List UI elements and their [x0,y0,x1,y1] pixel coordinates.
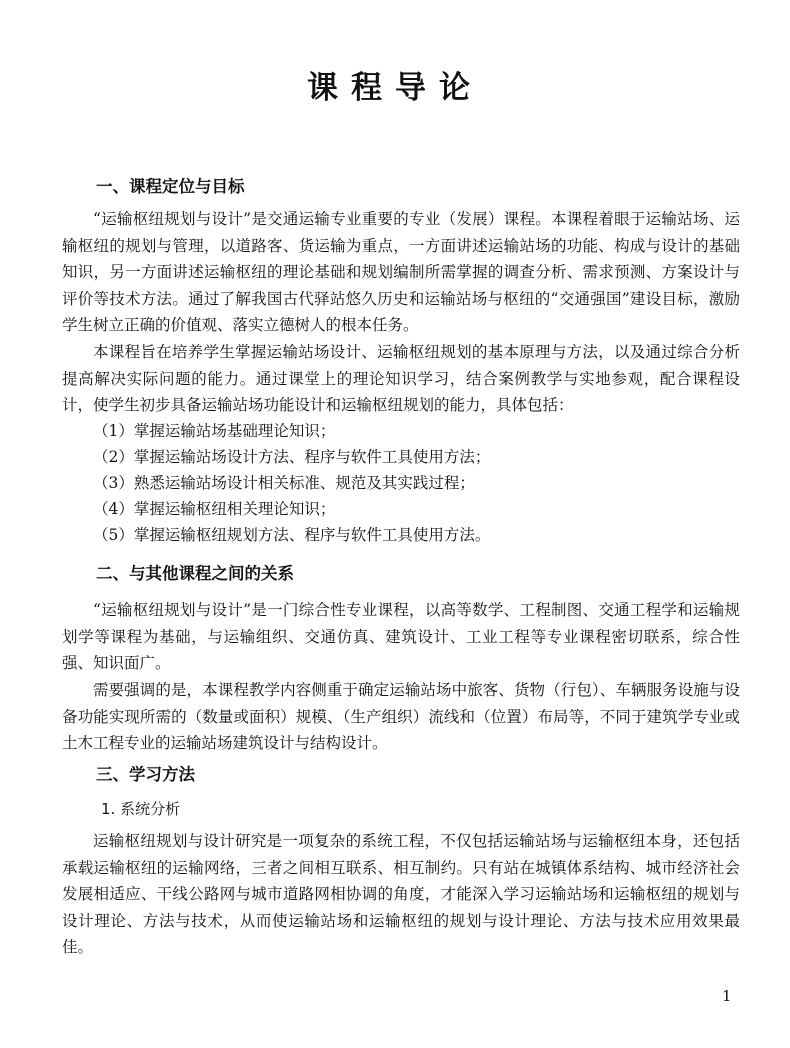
section-1-paragraph-1: “运输枢纽规划与设计”是交通运输专业重要的专业（发展）课程。本课程着眼于运输站场、运输枢纽的规划与管理，以道路客、货运输为重点，一方面讲述运输站场的功能、构成与设计的基础知识，另一方面讲述运输枢纽的理论基础和规划编制所需掌握的调查分析、需求预测、方案设计与评价等技术方法。通过了解我国古代驿站悠久历史和运输站场与枢纽的“交通强国”建设目标，激励学生树立正确的价值观、落实立德树人的根本任务。 [62,210,740,334]
section-heading-2: 二、与其他课程之间的关系 [96,564,294,583]
section-3-paragraph-1: 运输枢纽规划与设计研究是一项复杂的系统工程，不仅包括运输站场与运输枢纽本身，还包括承载运输枢纽的运输网络，三者之间相互联系、相互制约。只有站在城镇体系结构、城市经济社会发展相适应、干线公路网与城市道路网相协调的角度，才能深入学习运输站场和运输枢纽的规划与设计理论、方法与技术，从而使运输站场和运输枢纽的规划与设计理论、方法与技术应用效果最佳。 [62,832,740,956]
list-item: （5）掌握运输枢纽规划方法、程序与软件工具使用方法。 [93,526,491,544]
section-2-paragraph-1: “运输枢纽规划与设计”是一门综合性专业课程，以高等数学、工程制图、交通工程学和运输规划学等课程为基础，与运输组织、交通仿真、建筑设计、工业工程等专业课程密切联系，综合性强、知识面广。 [62,601,740,672]
list-item: （3）熟悉运输站场设计相关标准、规范及其实践过程； [93,474,475,492]
list-item: （4）掌握运输枢纽相关理论知识； [93,500,336,518]
section-2-paragraph-2: 需要强调的是，本课程教学内容侧重于确定运输站场中旅客、货物（行包）、车辆服务设施与设备功能实现所需的（数量或面积）规模、（生产组织）流线和（位置）布局等，不同于建筑学专业或土木工程专业的运输站场建筑设计与结构设计。 [62,681,740,752]
section-heading-3: 三、学习方法 [96,765,195,784]
subsection-heading: 1. 系统分析 [101,800,181,818]
list-item: （1）掌握运输站场基础理论知识； [93,422,336,440]
list-item: （2）掌握运输站场设计方法、程序与软件工具使用方法； [93,448,491,466]
section-1-paragraph-2: 本课程旨在培养学生掌握运输站场设计、运输枢纽规划的基本原理与方法，以及通过综合分析提高解决实际问题的能力。通过课堂上的理论知识学习，结合案例教学与实地参观，配合课程设计，使学生初步具备运输站场功能设计和运输枢纽规划的能力，具体包括： [62,343,740,414]
page-number: 1 [722,987,732,1005]
page-title: 课程导论 [307,70,483,106]
section-heading-1: 一、课程定位与目标 [96,177,245,196]
